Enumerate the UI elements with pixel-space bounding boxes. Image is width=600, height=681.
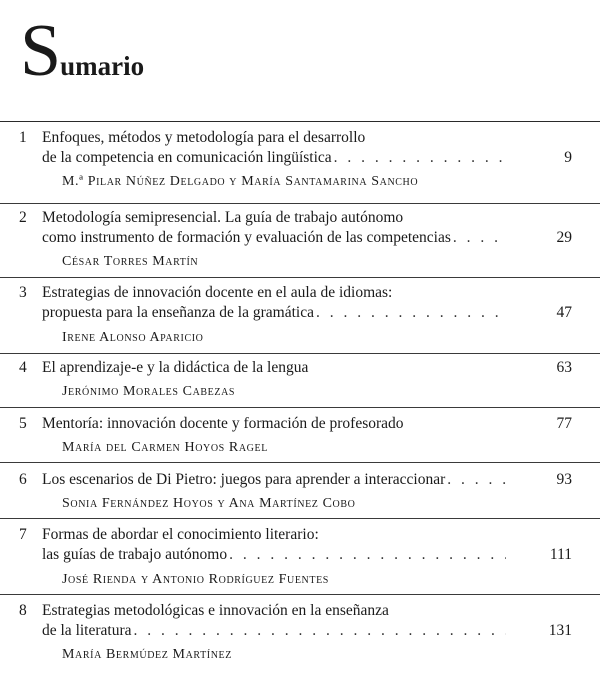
entry-number: 3 xyxy=(19,284,27,301)
title-line: Estrategias metodológicas e innovación en la enseñanza xyxy=(42,602,389,619)
dot-leader xyxy=(447,470,506,490)
entry-authors: M.ª Pilar Núñez Delgado y María Santamarina Sancho xyxy=(62,174,419,189)
entry-page-number: 9 xyxy=(564,149,572,166)
dot-leader xyxy=(134,621,506,641)
entry-number: 1 xyxy=(19,129,27,146)
toc-entry-2[interactable] xyxy=(0,204,600,278)
toc-entry-3[interactable] xyxy=(0,278,600,354)
entry-title xyxy=(42,470,510,490)
dot-leader xyxy=(316,303,506,323)
dot-leader xyxy=(334,148,506,168)
title-line: Enfoques, métodos y metodología para el desarrollo xyxy=(42,129,366,146)
entry-number: 7 xyxy=(19,526,27,543)
entry-page-number: 77 xyxy=(556,415,572,432)
entry-authors: María del Carmen Hoyos Ragel xyxy=(62,440,268,455)
entry-number: 2 xyxy=(19,209,27,226)
title-line: Mentoría: innovación docente y formación de profesorado xyxy=(42,415,404,432)
entry-authors: José Rienda y Antonio Rodríguez Fuentes xyxy=(62,572,329,587)
title-line: propuesta para la enseñanza de la gramática xyxy=(42,304,314,321)
title-initial: S xyxy=(20,10,60,92)
entry-number: 6 xyxy=(19,471,27,488)
title-line: de la literatura xyxy=(42,622,132,639)
entry-title xyxy=(42,283,510,323)
title-rest: umario xyxy=(60,51,145,81)
entry-number: 5 xyxy=(19,415,27,432)
entry-page-number: 63 xyxy=(556,359,572,376)
toc-entry-8[interactable] xyxy=(0,595,600,681)
toc-entry-1[interactable] xyxy=(0,122,600,204)
entry-authors: María Bermúdez Martínez xyxy=(62,647,232,662)
title-line: Metodología semipresencial. La guía de trabajo autónomo xyxy=(42,209,404,226)
entry-title xyxy=(42,128,510,168)
toc-entry-7[interactable] xyxy=(0,519,600,595)
entry-page-number: 47 xyxy=(556,304,572,321)
page-title xyxy=(20,10,145,92)
entry-title xyxy=(42,601,510,641)
title-line: Los escenarios de Di Pietro: juegos para aprender a interaccionar xyxy=(42,471,446,488)
entry-title xyxy=(42,358,510,378)
title-line: como instrumento de formación y evaluación de las competencias xyxy=(42,229,451,246)
entry-authors: Irene Alonso Aparicio xyxy=(62,330,204,345)
toc-entry-4[interactable] xyxy=(0,354,600,408)
toc-entry-5[interactable] xyxy=(0,408,600,463)
title-line: las guías de trabajo autónomo xyxy=(42,546,228,563)
entry-authors: Sonia Fernández Hoyos y Ana Martínez Cobo xyxy=(62,496,356,511)
title-line: Formas de abordar el conocimiento literario: xyxy=(42,526,319,543)
entry-page-number: 131 xyxy=(548,622,572,639)
entry-authors: César Torres Martín xyxy=(62,254,199,269)
entry-page-number: 111 xyxy=(549,546,572,563)
dot-leader xyxy=(229,545,506,565)
entry-authors: Jerónimo Morales Cabezas xyxy=(62,384,236,399)
entry-title xyxy=(42,525,510,565)
title-line: de la competencia en comunicación lingüística xyxy=(42,149,332,166)
title-line: Estrategias de innovación docente en el aula de idiomas: xyxy=(42,284,393,301)
dot-leader xyxy=(453,228,506,248)
entry-title xyxy=(42,208,510,248)
entry-title xyxy=(42,414,510,434)
entry-number: 4 xyxy=(19,359,27,376)
entry-number: 8 xyxy=(19,602,27,619)
entry-page-number: 93 xyxy=(556,471,572,488)
title-line: El aprendizaje-e y la didáctica de la lengua xyxy=(42,359,309,376)
entry-page-number: 29 xyxy=(556,229,572,246)
toc-entry-6[interactable] xyxy=(0,463,600,519)
table-of-contents xyxy=(0,122,600,681)
